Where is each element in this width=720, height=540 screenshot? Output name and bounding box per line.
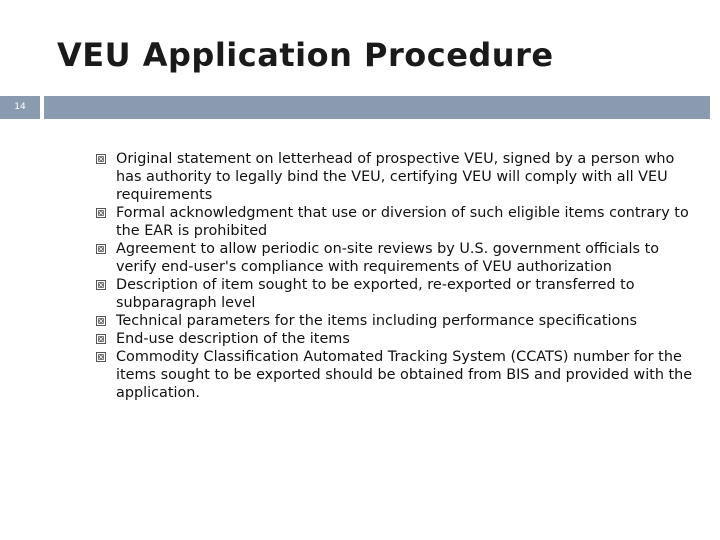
list-item <box>96 312 696 330</box>
slide-title: VEU Application Procedure <box>57 36 554 74</box>
boxed-cross-bullet-icon <box>96 208 106 218</box>
list-item-text: Original statement on letterhead of prospective VEU, signed by a person who has authority to legally bind the VEU, certifying VEU will comply with all VEU requirements <box>116 151 675 203</box>
list-item-text: Formal acknowledgment that use or diversion of such eligible items contrary to the EAR is prohibited <box>116 205 689 239</box>
list-item <box>96 150 696 204</box>
boxed-cross-bullet-icon <box>96 334 106 344</box>
list-item-text: End-use description of the items <box>116 331 350 347</box>
list-item <box>96 240 696 276</box>
list-item-text: Description of item sought to be exported, re-exported or transferred to subparagraph level <box>116 277 635 311</box>
boxed-cross-bullet-icon <box>96 280 106 290</box>
bullet-list <box>96 150 696 402</box>
list-item-text: Agreement to allow periodic on-site reviews by U.S. government officials to verify end-user's compliance with requirements of VEU authorization <box>116 241 660 275</box>
boxed-cross-bullet-icon <box>96 154 106 164</box>
list-item-text: Commodity Classification Automated Tracking System (CCATS) number for the items sought to be exported should be obtained from BIS and provided with the application. <box>116 349 693 401</box>
list-item <box>96 330 696 348</box>
list-item <box>96 276 696 312</box>
boxed-cross-bullet-icon <box>96 244 106 254</box>
slide-number: 14 <box>0 96 40 119</box>
list-item-text: Technical parameters for the items including performance specifications <box>116 313 637 329</box>
header-bar <box>0 96 720 119</box>
list-item <box>96 204 696 240</box>
boxed-cross-bullet-icon <box>96 352 106 362</box>
list-item <box>96 348 696 402</box>
boxed-cross-bullet-icon <box>96 316 106 326</box>
accent-band <box>44 96 710 119</box>
